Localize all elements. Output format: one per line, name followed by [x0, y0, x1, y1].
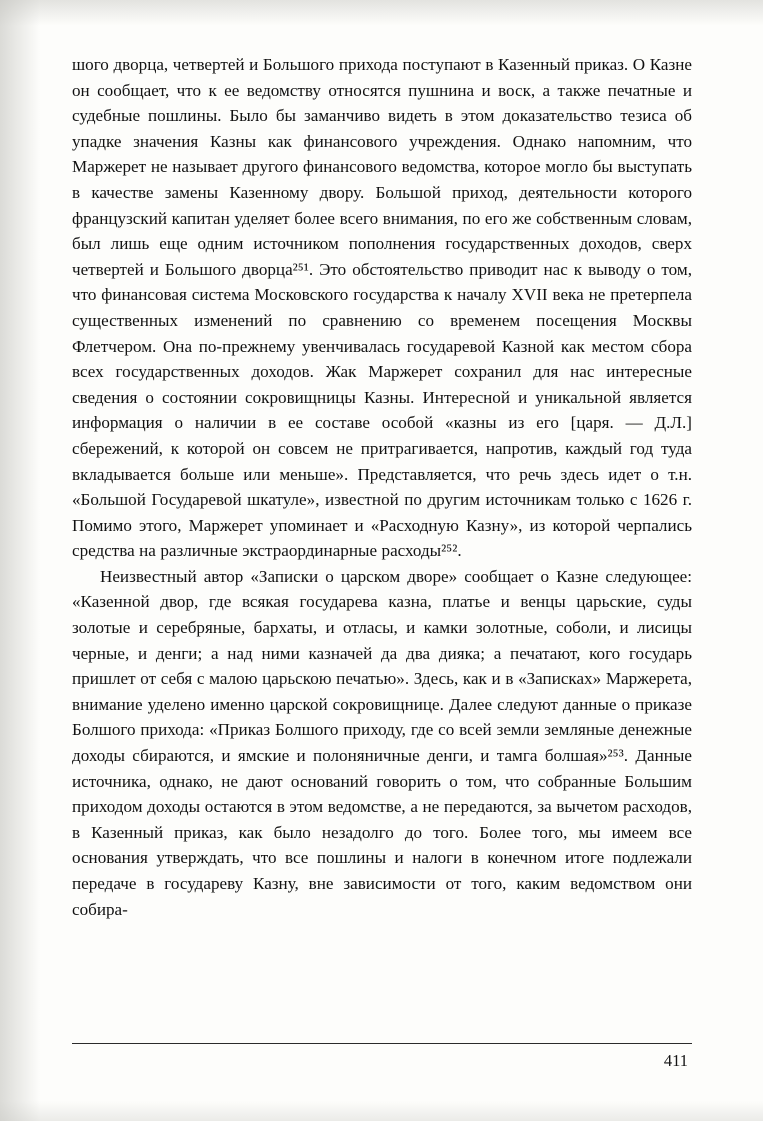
page-edge-shading-bottom: [0, 1101, 763, 1121]
page-footer: [72, 1043, 692, 1071]
footer-rule: [72, 1043, 692, 1044]
page-number: 411: [663, 1051, 688, 1070]
body-text-column: [72, 52, 692, 922]
page-edge-shading-left: [0, 0, 40, 1121]
paragraph-1: шого дворца, четвертей и Большого прихода поступают в Казенный приказ. О Казне он сообщает, что к ее ведомству относятся пушнина и воск, а также печатные и судебные пошлины. Было бы заманчиво видеть в этом доказательство тезиса об упадке значения Казны как финансового учреждения. Однако напомним, что Маржерет не называет другого финансового ведомства, которое могло бы выступать в качестве замены Казенному двору. Большой приход, деятельности которого французский капитан уделяет более всего внимания, по его же собственным словам, был лишь еще одним источником пополнения государственных доходов, сверх четвертей и Большого дворца²⁵¹. Это обстоятельство приводит нас к выводу о том, что финансовая система Московского государства к началу XVII века не претерпела существенных изменений по сравнению со временем посещения Москвы Флетчером. Она по-прежнему увенчивалась государевой Казной как местом сбора всех государственных доходов. Жак Маржерет сохранил для нас интересные сведения о состоянии сокровищницы Казны. Интересной и уникальной является информация о наличии в ее составе особой «казны из его [царя. — Д.Л.] сбережений, к которой он совсем не притрагивается, напротив, каждый год туда вкладывается больше или меньше». Представляется, что речь здесь идет о т.н. «Большой Государевой шкатуле», известной по другим источникам только с 1626 г. Помимо этого, Маржерет упоминает и «Расходную Казну», из которой черпались средства на различные экстраординарные расходы²⁵².: [72, 55, 692, 561]
paragraph-2: Неизвестный автор «Записки о царском дворе» сообщает о Казне следующее: «Казенной двор, где всякая государева казна, платье и венцы царьские, суды золотые и серебряные, бархаты, и отласы, и камки золотные, соболи, и лисицы черные, и денги; а над ними казначей да два дияка; а печатают, кого государь пришлет от себя с малою царьскою печатью». Здесь, как и в «Записках» Маржерета, внимание уделено именно царской сокровищнице. Далее следуют данные о приказе Болшого прихода: «Приказ Болшого приходу, где со всей земли земляные денежные доходы сбираются, и ямские и полоняничные денги, и тамга болшая»²⁵³. Данные источника, однако, не дают оснований говорить о том, что собранные Большим приходом доходы остаются в этом ведомстве, а не передаются, за вычетом расходов, в Казенный приказ, как было незадолго до того. Более того, мы имеем все основания утверждать, что все пошлины и налоги в конечном итоге подлежали передаче в государеву Казну, вне зависимости от того, каким ведомством они собира-: [72, 566, 692, 919]
page-edge-shading-top: [0, 0, 763, 26]
